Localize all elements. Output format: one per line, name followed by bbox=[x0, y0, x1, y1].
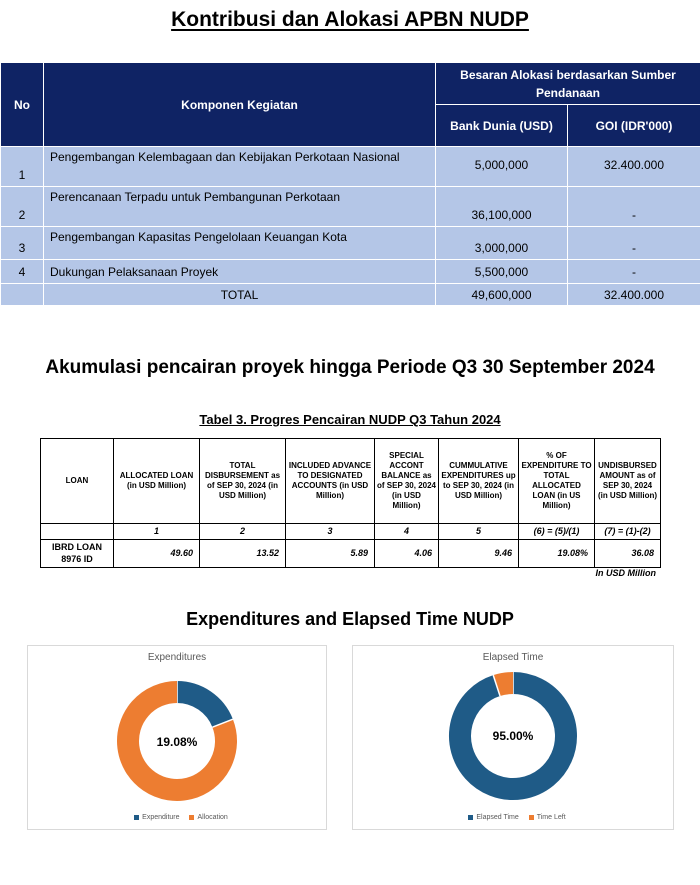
row-desc: Pengembangan Kapasitas Pengelolaan Keuangan Kota bbox=[44, 227, 436, 260]
value-pct: 19.08% bbox=[519, 540, 595, 568]
index-cell: (6) = (5)/(1) bbox=[519, 524, 595, 540]
header-total-disbursement: TOTAL DISBURSEMENT as of SEP 30, 2024 (in USD Million) bbox=[200, 439, 286, 524]
row-no: 1 bbox=[1, 147, 44, 187]
legend-swatch bbox=[134, 815, 139, 820]
row-bank: 5,500,000 bbox=[436, 260, 568, 284]
header-bank-dunia: Bank Dunia (USD) bbox=[436, 105, 568, 147]
total-bank: 49,600,000 bbox=[436, 284, 568, 306]
index-cell: 4 bbox=[375, 524, 439, 540]
index-cell bbox=[41, 524, 114, 540]
total-label: TOTAL bbox=[44, 284, 436, 306]
value-allocated: 49.60 bbox=[114, 540, 200, 568]
disbursement-progress-table bbox=[40, 438, 661, 568]
row-bank: 5,000,000 bbox=[436, 147, 568, 187]
row-no: 2 bbox=[1, 187, 44, 227]
row-goi: - bbox=[568, 227, 700, 260]
index-cell: 3 bbox=[286, 524, 375, 540]
table3-header-row bbox=[41, 439, 661, 524]
row-goi: - bbox=[568, 260, 700, 284]
value-undisbursed: 36.08 bbox=[595, 540, 661, 568]
table-row bbox=[1, 187, 700, 227]
header-loan: LOAN bbox=[41, 439, 114, 524]
chart-legend bbox=[28, 814, 326, 821]
expenditures-chart bbox=[27, 645, 327, 830]
donut-center-label: 95.00% bbox=[492, 729, 534, 743]
header-no: No bbox=[1, 63, 44, 147]
donut-slice-expenditure bbox=[177, 692, 223, 723]
header-komponen: Komponen Kegiatan bbox=[44, 63, 436, 147]
donut-slice-time-left bbox=[497, 683, 513, 686]
row-desc: Perencanaan Terpadu untuk Pembangunan Perkotaan bbox=[44, 187, 436, 227]
row-bank: 36,100,000 bbox=[436, 187, 568, 227]
section-title-apbn: Kontribusi dan Alokasi APBN NUDP bbox=[171, 8, 529, 31]
legend-label: Allocation bbox=[197, 814, 228, 821]
total-goi: 32.400.000 bbox=[568, 284, 700, 306]
table-row bbox=[1, 147, 700, 187]
chart-title: Elapsed Time bbox=[482, 652, 544, 663]
legend-label: Expenditure bbox=[142, 814, 180, 821]
value-advance: 5.89 bbox=[286, 540, 375, 568]
total-blank bbox=[1, 284, 44, 306]
index-cell: (7) = (1)-(2) bbox=[595, 524, 661, 540]
row-bank: 3,000,000 bbox=[436, 227, 568, 260]
header-goi: GOI (IDR'000) bbox=[568, 105, 700, 147]
total-row bbox=[1, 284, 700, 306]
table-row bbox=[1, 260, 700, 284]
value-cumulative: 9.46 bbox=[439, 540, 519, 568]
header-cumulative: CUMMULATIVE EXPENDITURES up to SEP 30, 2024 (in USD Million) bbox=[439, 439, 519, 524]
index-cell: 5 bbox=[439, 524, 519, 540]
chart-title: Expenditures bbox=[147, 652, 207, 663]
header-undisbursed: UNDISBURSED AMOUNT as of SEP 30, 2024 (in USD Million) bbox=[595, 439, 661, 524]
header-pct-expenditure: % OF EXPENDITURE TO TOTAL ALLOCATED LOAN (in US Million) bbox=[519, 439, 595, 524]
legend-swatch bbox=[189, 815, 194, 820]
legend-label: Elapsed Time bbox=[476, 814, 519, 821]
chart-legend bbox=[353, 814, 673, 821]
row-goi: 32.400.000 bbox=[568, 147, 700, 187]
legend-label: Time Left bbox=[536, 814, 566, 821]
header-advance: INCLUDED ADVANCE TO DESIGNATED ACCOUNTS (in USD Million) bbox=[286, 439, 375, 524]
legend-swatch bbox=[468, 815, 473, 820]
header-special-balance: SPECIAL ACCONT BALANCE as of SEP 30, 2024 (in USD Million) bbox=[375, 439, 439, 524]
elapsed-time-chart bbox=[352, 645, 674, 830]
row-desc: Pengembangan Kelembagaan dan Kebijakan Perkotaan Nasional bbox=[44, 147, 436, 187]
table3-caption: Tabel 3. Progres Pencairan NUDP Q3 Tahun 2024 bbox=[199, 412, 501, 427]
loan-name: IBRD LOAN 8976 ID bbox=[41, 540, 114, 568]
table3-index-row bbox=[41, 524, 661, 540]
row-desc: Dukungan Pelaksanaan Proyek bbox=[44, 260, 436, 284]
donut-center-label: 19.08% bbox=[156, 735, 198, 749]
index-cell: 2 bbox=[200, 524, 286, 540]
legend-swatch bbox=[529, 815, 534, 820]
apbn-allocation-table bbox=[0, 62, 700, 306]
header-allocated: ALLOCATED LOAN (in USD Million) bbox=[114, 439, 200, 524]
unit-note: In USD Million bbox=[595, 568, 656, 578]
value-special-balance: 4.06 bbox=[375, 540, 439, 568]
section-title-pencairan: Akumulasi pencairan proyek hingga Periode Q3 30 September 2024 bbox=[45, 357, 655, 378]
row-goi: - bbox=[568, 187, 700, 227]
section-title-charts: Expenditures and Elapsed Time NUDP bbox=[186, 609, 514, 629]
table-row bbox=[41, 540, 661, 568]
value-total-disbursement: 13.52 bbox=[200, 540, 286, 568]
header-sumber-pendanaan: Besaran Alokasi berdasarkan Sumber Pendanaan bbox=[436, 63, 700, 105]
row-no: 4 bbox=[1, 260, 44, 284]
table-row bbox=[1, 227, 700, 260]
row-no: 3 bbox=[1, 227, 44, 260]
index-cell: 1 bbox=[114, 524, 200, 540]
